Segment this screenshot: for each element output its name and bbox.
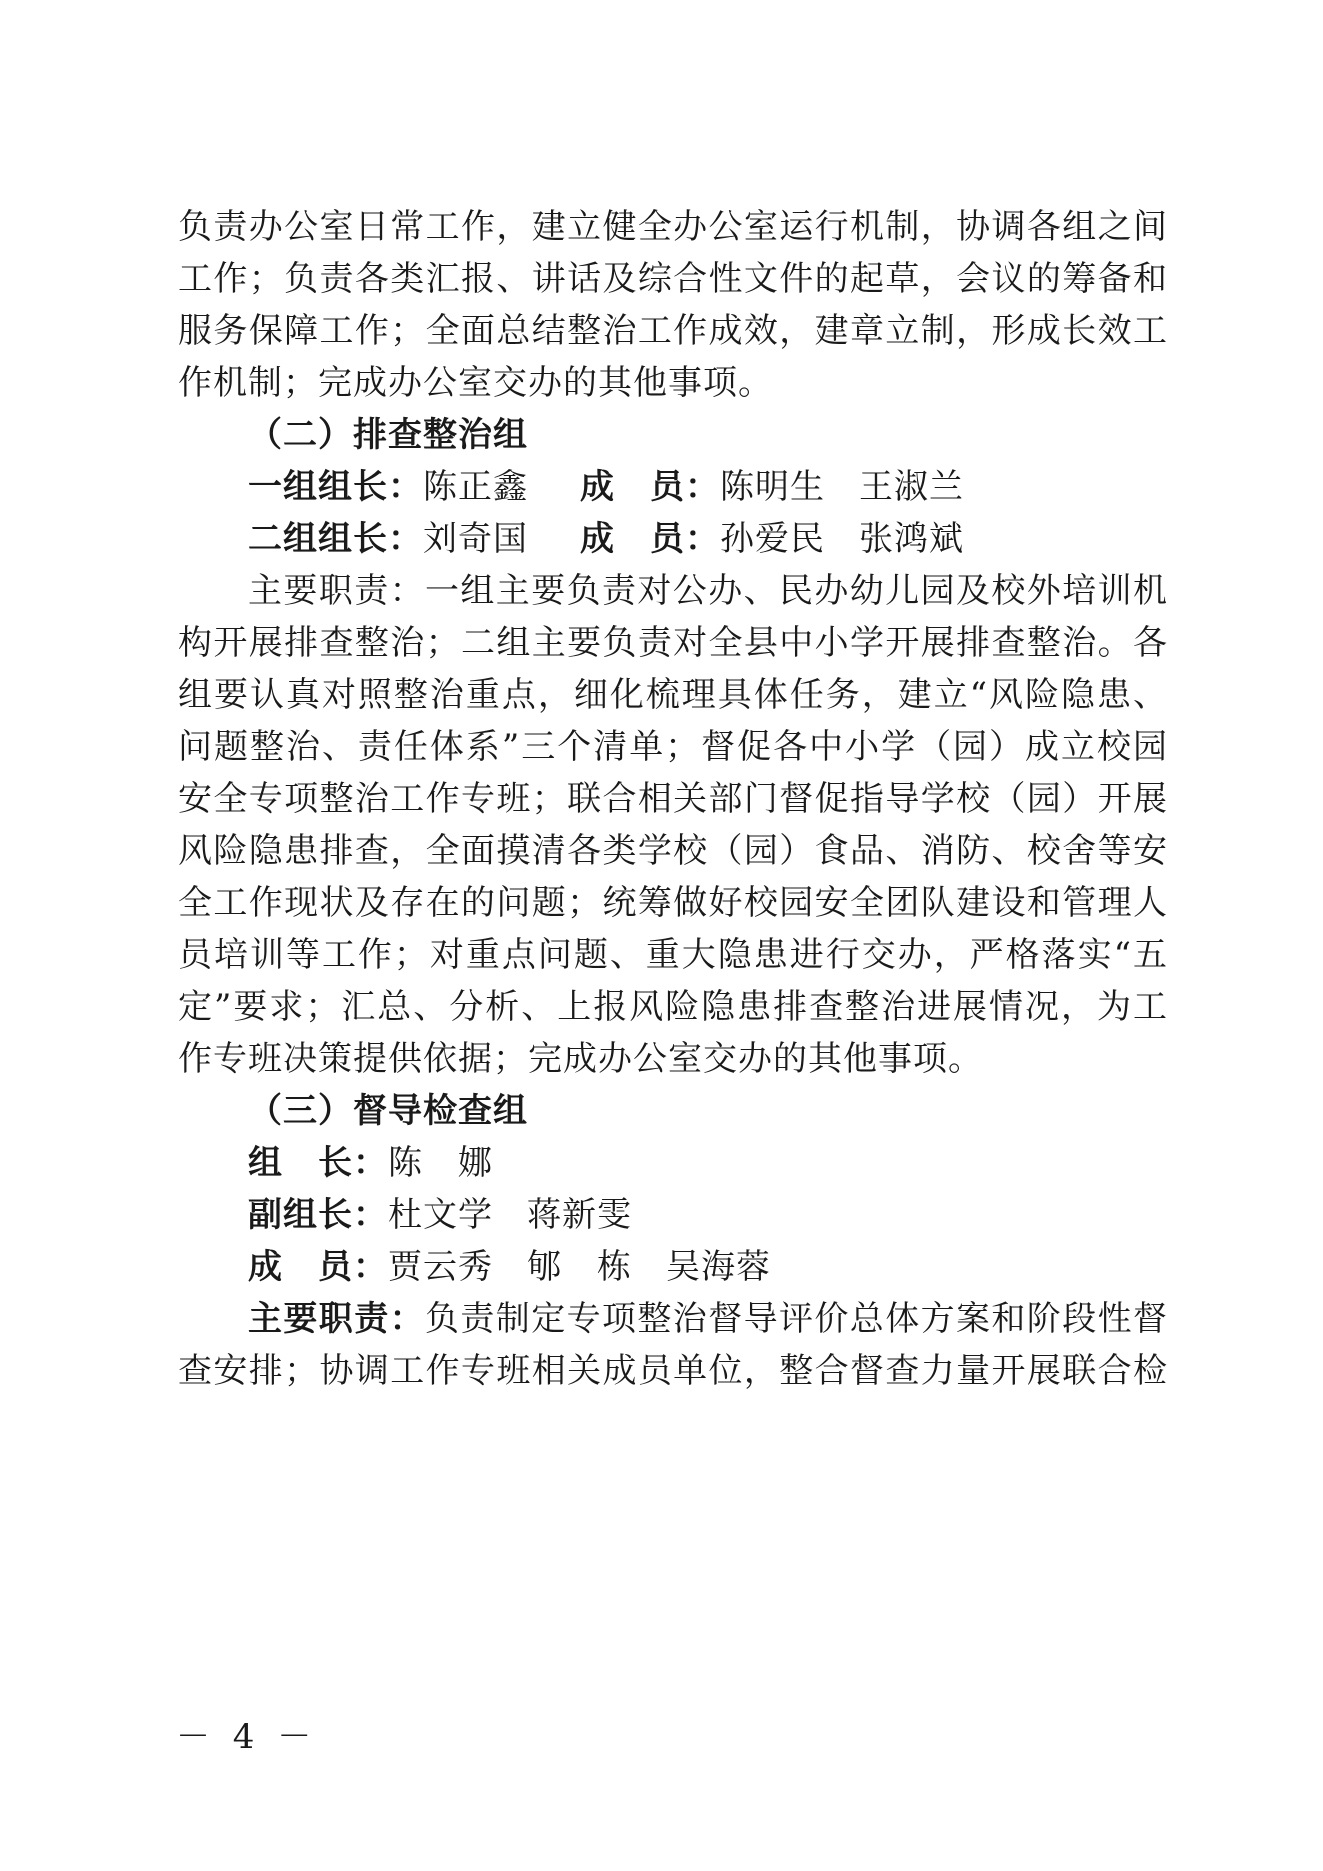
section2-duties-line-6: 风险隐患排查，全面摸清各类学校（园）食品、消防、校舍等安	[178, 831, 1168, 871]
section2-duties-line-10: 作专班决策提供依据；完成办公室交办的其他事项。	[178, 1039, 983, 1079]
section2-duties-line-9: 定”要求；汇总、分析、上报风险隐患排查整治进展情况，为工	[178, 987, 1168, 1027]
section3-leader-label: 组 长：	[248, 1143, 388, 1183]
group1-members-label: 成 员：	[580, 467, 720, 507]
para1-line-4: 作机制；完成办公室交办的其他事项。	[178, 363, 773, 403]
section3-deputy-label: 副组长：	[248, 1195, 388, 1235]
group1-leader-label: 一组组长：	[248, 467, 423, 507]
section2-duties-line-5: 安全专项整治工作专班；联合相关部门督促指导学校（园）开展	[178, 779, 1168, 819]
section3-leader: 陈 娜	[388, 1143, 493, 1183]
group2-member-1: 孙爱民	[720, 519, 825, 559]
section2-duties-line-2: 构开展排查整治；二组主要负责对全县中小学开展排查整治。各	[178, 623, 1168, 663]
para1-line-1: 负责办公室日常工作，建立健全办公室运行机制，协调各组之间	[178, 207, 1168, 247]
section3-member-2: 郇 栋	[527, 1247, 632, 1287]
group2-members-label: 成 员：	[580, 519, 720, 559]
section3-duties-label: 主要职责：	[248, 1299, 425, 1339]
section2-duties-line-7: 全工作现状及存在的问题；统筹做好校园安全团队建设和管理人	[178, 883, 1168, 923]
section2-duties-line-3: 组要认真对照整治重点，细化梳理具体任务，建立“风险隐患、	[178, 675, 1168, 715]
section3-duties-text-1: 负责制定专项整治督导评价总体方案和阶段性督	[425, 1299, 1168, 1339]
group2-leader-label: 二组组长：	[248, 519, 423, 559]
section2-duties-line-4: 问题整治、责任体系”三个清单；督促各中小学（园）成立校园	[178, 727, 1168, 767]
section3-duties-line-2: 查安排；协调工作专班相关成员单位，整合督查力量开展联合检	[178, 1351, 1168, 1391]
group1-leader: 陈正鑫	[423, 467, 528, 507]
page-number: － 4 －	[176, 1717, 318, 1757]
section3-deputy-1: 杜文学	[388, 1195, 493, 1235]
para1-line-2: 工作；负责各类汇报、讲话及综合性文件的起草，会议的筹备和	[178, 259, 1168, 299]
section2-heading: （二）排查整治组	[248, 415, 528, 455]
group2-member-2: 张鸿斌	[859, 519, 964, 559]
section3-deputy-2: 蒋新雯	[527, 1195, 632, 1235]
group2-leader: 刘奇国	[423, 519, 528, 559]
section2-duties-line-1: 主要职责：一组主要负责对公办、民办幼儿园及校外培训机	[248, 571, 1168, 611]
section3-members-label: 成 员：	[248, 1247, 388, 1287]
section3-heading: （三）督导检查组	[248, 1091, 528, 1131]
para1-line-3: 服务保障工作；全面总结整治工作成效，建章立制，形成长效工	[178, 311, 1168, 351]
group1-member-1: 陈明生	[720, 467, 825, 507]
section3-member-3: 吴海蓉	[666, 1247, 771, 1287]
section3-member-1: 贾云秀	[388, 1247, 493, 1287]
group1-member-2: 王淑兰	[859, 467, 964, 507]
section2-duties-line-8: 员培训等工作；对重点问题、重大隐患进行交办，严格落实“五	[178, 935, 1168, 975]
